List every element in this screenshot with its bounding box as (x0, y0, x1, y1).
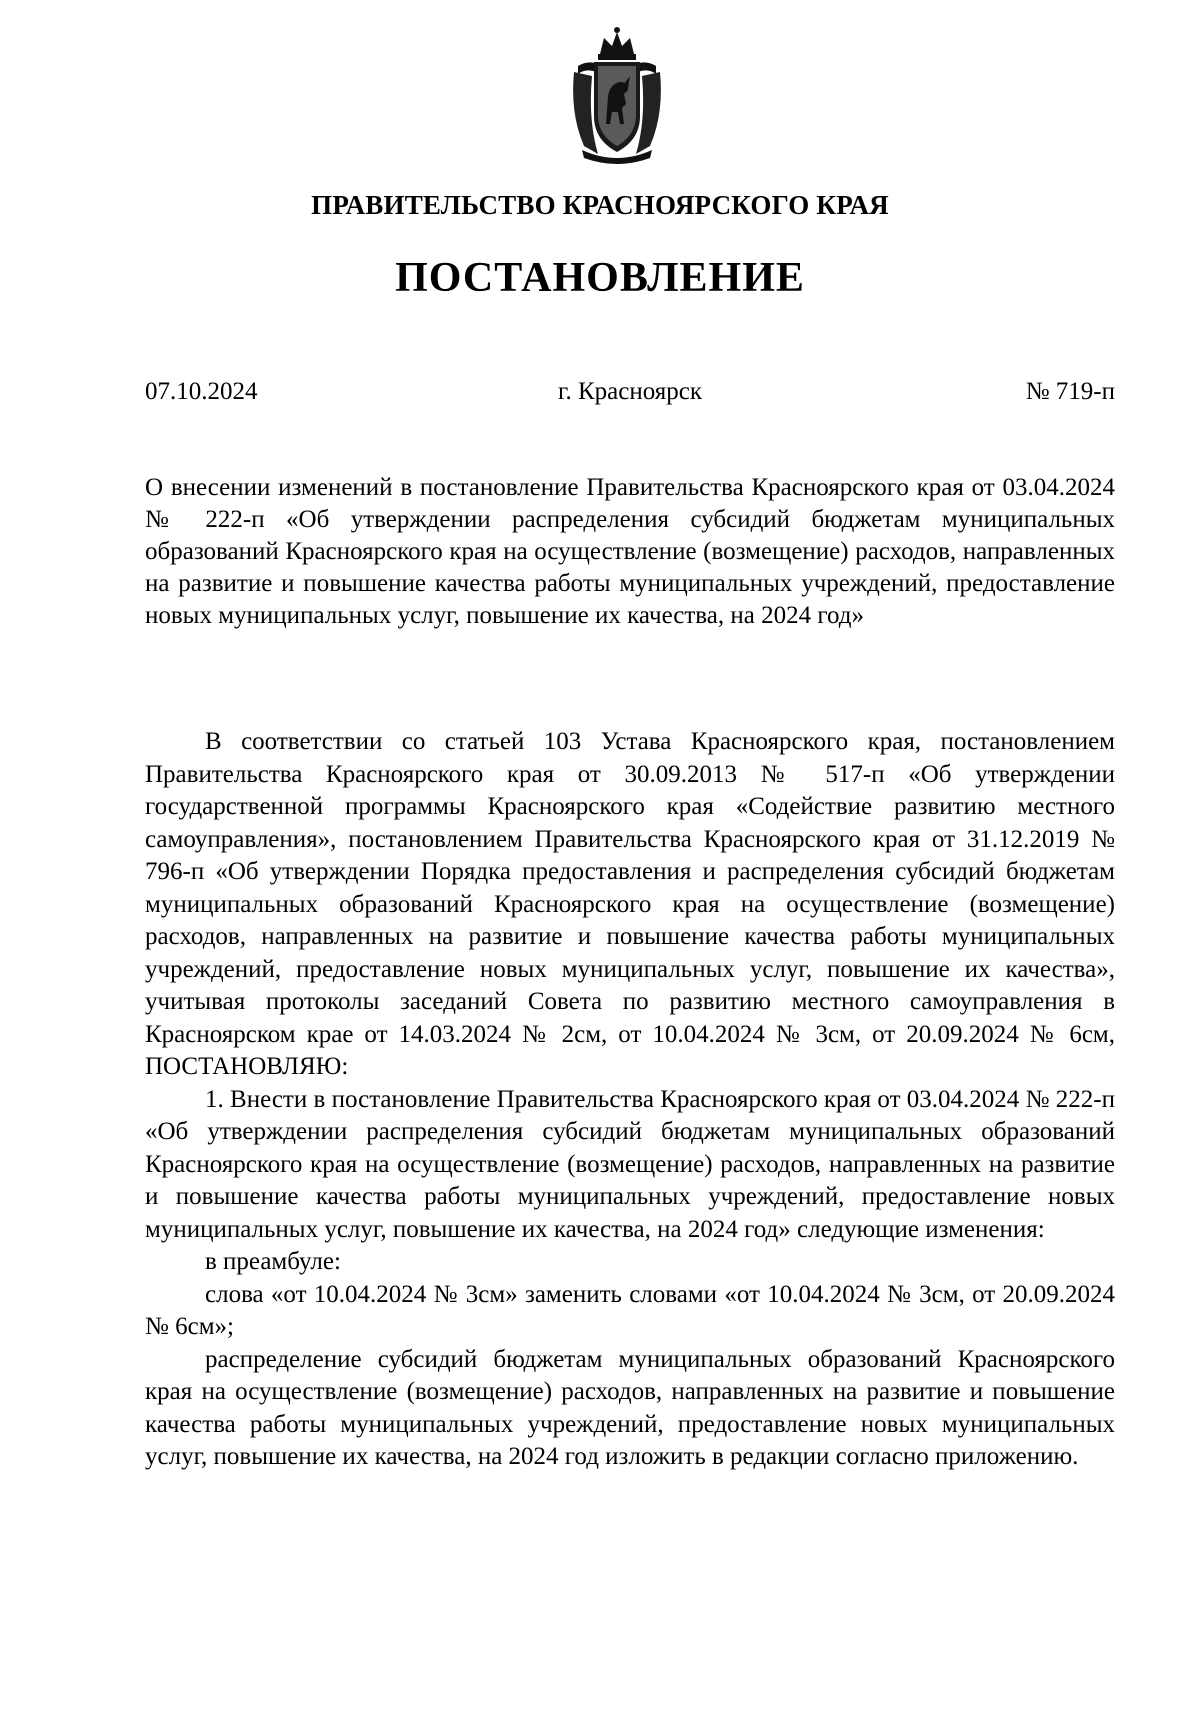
document-number: № 719-п (1025, 378, 1115, 405)
document-meta-row (145, 378, 1115, 410)
in-preamble-paragraph: в преамбуле: (205, 1248, 341, 1275)
organization-title: ПРАВИТЕЛЬСТВО КРАСНОЯРСКОГО КРАЯ (311, 190, 889, 220)
krasnoyarsk-coat-of-arms-icon (568, 24, 666, 164)
document-date: 07.10.2024 (145, 378, 258, 405)
words-change-paragraph: слова «от 10.04.2024 № 3см» заменить словами «от 10.04.2024 № 3см, от 20.09.2024 № 6см»; (145, 1280, 1115, 1340)
item-1-paragraph: 1. Внести в постановление Правительства Красноярского края от 03.04.2024 № 222-п «Об утверждении распределения субсидий бюджетам муниципальных образований Красноярского края на осуществление (возмещение) расходов, направленных на развитие и повышение качества работы муниципальных учреждений, предоставление новых муниципальных услуг, повышение их качества, на 2024 год» следующие изменения: (145, 1085, 1115, 1243)
preamble-paragraph: В соответствии со статьей 103 Устава Красноярского края, постановлением Правительства Красноярского края от 30.09.2013 № 517-п «Об утверждении государственной программы Красноярского края «Содействие развитию местного самоуправления», постановлением Правительства Красноярского края от 31.12.2019 № 796-п «Об утверждении Порядка предоставления и распределения субсидий бюджетам муниципальных образований Красноярского края на осуществление (возмещение) расходов, направленных на развитие и повышение качества работы муниципальных учреждений, предоставление новых муниципальных услуг, повышение их качества», учитывая протоколы заседаний Совета по развитию местного самоуправления в Красноярском крае от 14.03.2024 № 2см, от 10.04.2024 № 3см, от 20.09.2024 № 6см, ПОСТАНОВЛЯЮ: (145, 728, 1115, 1080)
document-subject-title: О внесении изменений в постановление Правительства Красноярского края от 03.04.2024 № 222-п «Об утверждении распределения субсидий бюджетам муниципальных образований Красноярского края на осуществление (возмещение) расходов, направленных на развитие и повышение качества работы муниципальных учреждений, предоставление новых муниципальных услуг, повышение их качества, на 2024 год» (145, 474, 1115, 629)
document-city: г. Красноярск (558, 378, 702, 405)
distribution-paragraph: распределение субсидий бюджетам муниципальных образований Красноярского края на осуществление (возмещение) расходов, направленных на развитие и повышение качества работы муниципальных учреждений, предоставление новых муниципальных услуг, повышение их качества, на 2024 год изложить в редакции согласно приложению. (145, 1345, 1115, 1470)
document-body (145, 726, 1115, 1474)
document-type-heading: ПОСТАНОВЛЕНИЕ (395, 255, 805, 301)
